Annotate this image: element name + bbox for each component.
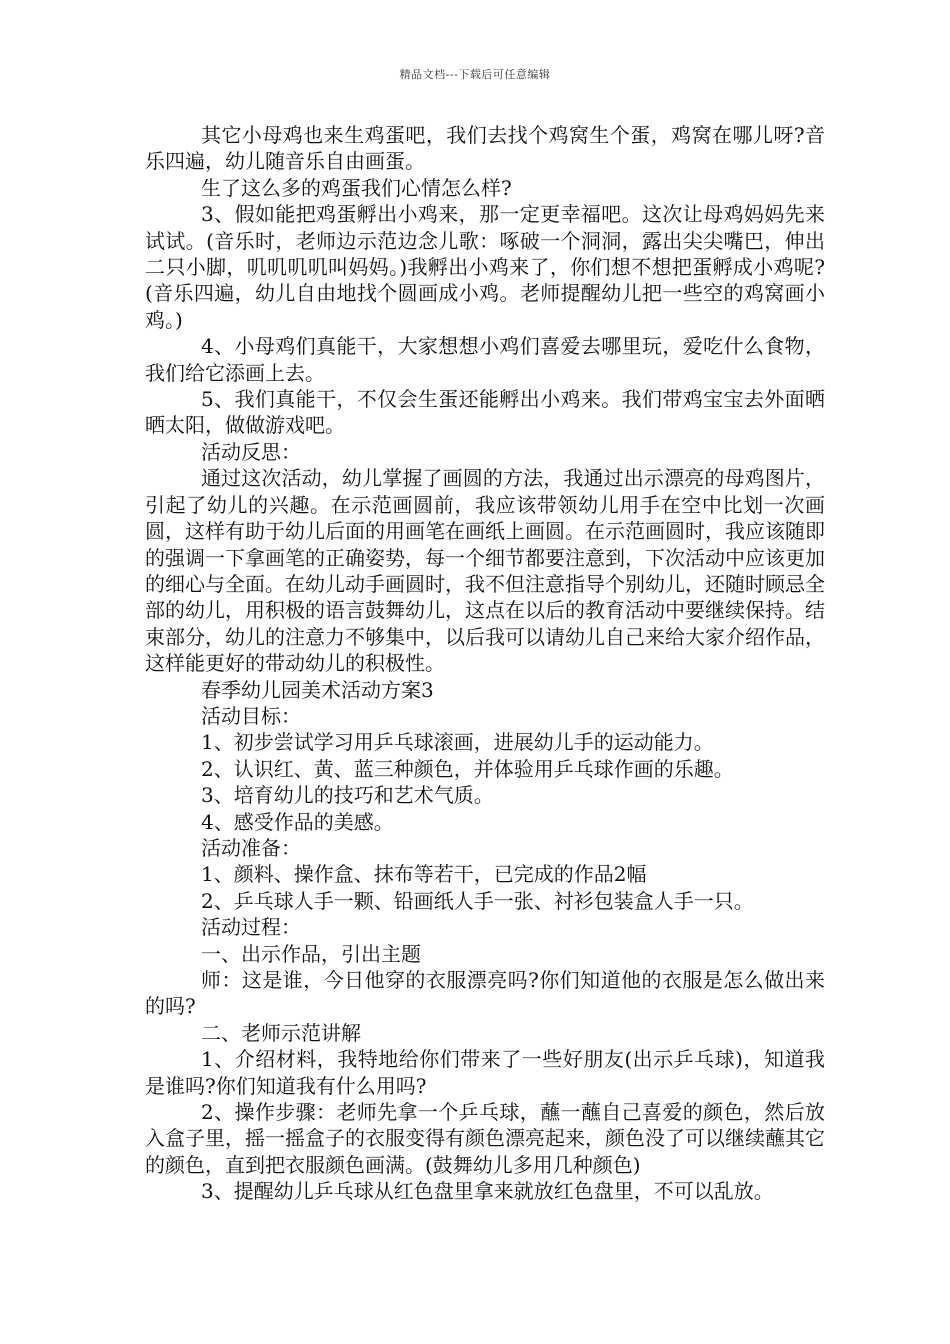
subsection-heading: 二、老师示范讲解 [201, 1020, 361, 1045]
list-item: 3、培育幼儿的技巧和艺术气质。 [201, 783, 494, 808]
list-item: 1、初步尝试学习用乒乓球滚画，进展幼儿手的运动能力。 [201, 730, 714, 755]
paragraph: 其它小母鸡也来生鸡蛋吧，我们去找个鸡窝生个蛋，鸡窝在哪儿呀?音乐四遍，幼儿随音乐自由画蛋。 [145, 123, 825, 174]
list-item: 2、乒乓球人手一颗、铅画纸人手一张、衬衫包装盒人手一只。 [201, 888, 754, 913]
list-item: 2、认识红、黄、蓝三种颜色，并体验用乒乓球作画的乐趣。 [201, 756, 734, 781]
paragraph: 3、假如能把鸡蛋孵出小鸡来，那一定更幸福吧。这次让母鸡妈妈先来试试。(音乐时，老师边示范边念儿歌：啄破一个洞洞，露出尖尖嘴巴，伸出二只小脚，叽叽叽叽叫妈妈。)我孵出小鸡来了，你们想不想把蛋孵成小鸡呢?(音乐四遍，幼儿自由地找个圆画成小鸡。老师提醒幼儿把一些空的鸡窝画小鸡。) [145, 202, 825, 332]
subsection-heading: 一、出示作品，引出主题 [201, 941, 421, 966]
paragraph: 4、小母鸡们真能干，大家想想小鸡们喜爱去哪里玩，爱吃什么食物，我们给它添画上去。 [145, 334, 825, 385]
paragraph: 1、介绍材料，我特地给你们带来了一些好朋友(出示乒乓球)，知道我是谁吗?你们知道我有什么用吗? [145, 1047, 825, 1098]
section-heading: 活动过程： [201, 915, 301, 940]
paragraph: 5、我们真能干，不仅会生蛋还能孵出小鸡来。我们带鸡宝宝去外面晒晒太阳，做做游戏吧。 [145, 387, 825, 438]
section-heading: 活动准备： [201, 835, 301, 860]
document-body [145, 122, 825, 1205]
page-header: 精品文档---下载后可任意编辑 [399, 68, 551, 81]
document-title: 春季幼儿园美术活动方案3 [201, 677, 434, 702]
paragraph: 2、操作步骤：老师先拿一个乒乓球，蘸一蘸自己喜爱的颜色，然后放入盒子里，摇一摇盒子的衣服变得有颜色漂亮起来，颜色没了可以继续蘸其它的颜色，直到把衣服颜色画满。(鼓舞幼儿多用几种颜色) [145, 1100, 825, 1177]
paragraph: 生了这么多的鸡蛋我们心情怎么样? [201, 175, 512, 200]
list-item: 1、颜料、操作盒、抹布等若干，已完成的作品2幅 [201, 862, 647, 887]
section-heading: 活动目标： [201, 703, 301, 728]
paragraph: 通过这次活动，幼儿掌握了画圆的方法，我通过出示漂亮的母鸡图片，引起了幼儿的兴趣。在示范画圆前，我应该带领幼儿用手在空中比划一次画圆，这样有助于幼儿后面的用画笔在画纸上画圆。在示范画圆时，我应该随即的强调一下拿画笔的正确姿势，每一个细节都要注意到，下次活动中应该更加的细心与全面。在幼儿动手画圆时，我不但注意指导个别幼儿，还随时顾忌全部的幼儿，用积极的语言鼓舞幼儿，这点在以后的教育活动中要继续保持。结束部分，幼儿的注意力不够集中，以后我可以请幼儿自己来给大家介绍作品，这样能更好的带动幼儿的积极性。 [145, 466, 825, 676]
section-heading: 活动反思： [201, 439, 301, 464]
paragraph: 3、提醒幼儿乒乓球从红色盘里拿来就放红色盘里，不可以乱放。 [201, 1179, 774, 1204]
list-item: 4、感受作品的美感。 [201, 809, 394, 834]
paragraph: 师：这是谁，今日他穿的衣服漂亮吗?你们知道他的衣服是怎么做出来的吗? [145, 968, 825, 1019]
